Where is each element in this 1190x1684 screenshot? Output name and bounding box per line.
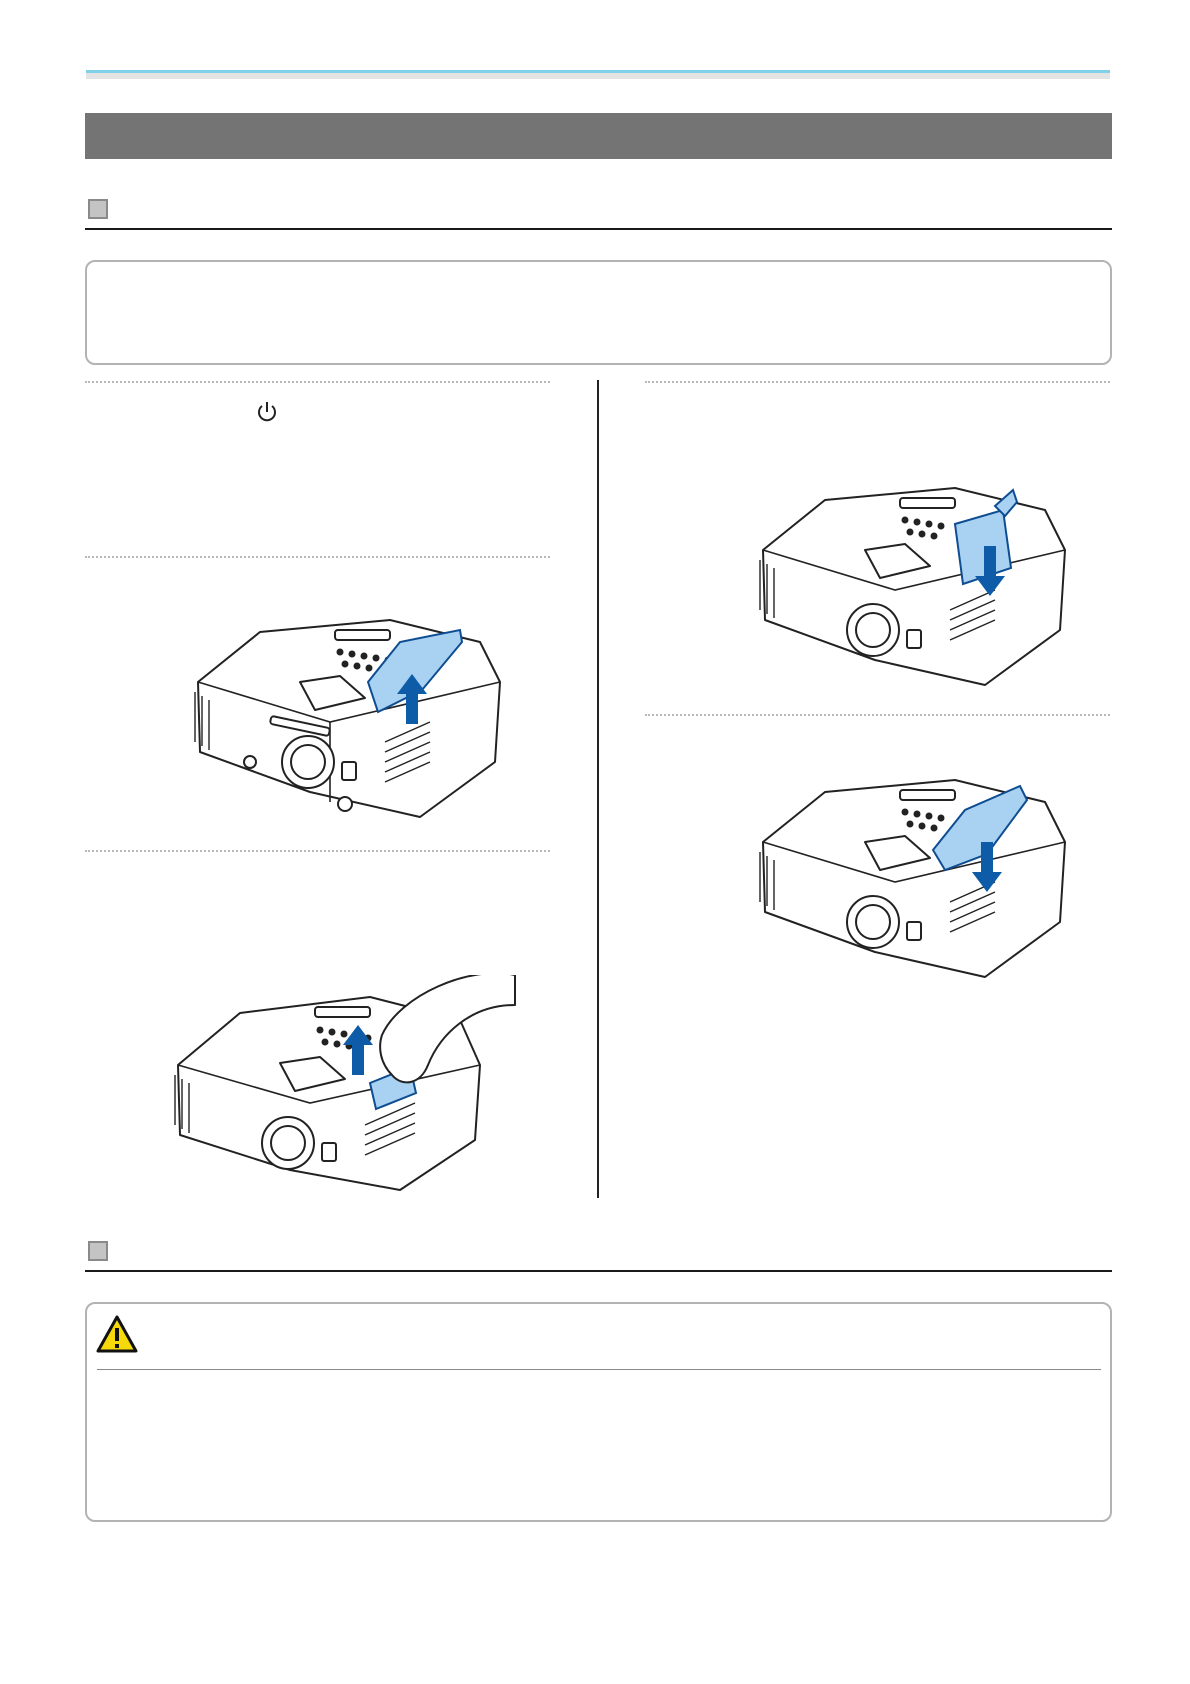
step-separator-1 bbox=[85, 381, 550, 383]
step-separator-4 bbox=[645, 381, 1110, 383]
power-icon bbox=[255, 400, 279, 424]
step-separator-3 bbox=[85, 850, 550, 852]
caution-box bbox=[85, 1302, 1112, 1522]
illustration-open-filter-cover bbox=[190, 612, 510, 822]
step-separator-5 bbox=[645, 714, 1110, 716]
section-title-bar bbox=[85, 113, 1112, 159]
heading-marker-icon bbox=[88, 1241, 108, 1261]
subsection-heading-replace bbox=[85, 194, 1112, 230]
illustration-insert-filter bbox=[755, 480, 1075, 690]
caution-divider bbox=[97, 1369, 1101, 1370]
subsection-heading-disposal bbox=[85, 1236, 1112, 1272]
illustration-remove-filter bbox=[170, 975, 530, 1195]
step-separator-2 bbox=[85, 556, 550, 558]
header-shadow-rule bbox=[86, 73, 1110, 79]
warning-triangle-icon bbox=[95, 1314, 139, 1354]
illustration-close-filter-cover bbox=[755, 772, 1075, 982]
note-box bbox=[85, 260, 1112, 365]
column-divider bbox=[597, 380, 599, 1198]
heading-marker-icon bbox=[88, 199, 108, 219]
